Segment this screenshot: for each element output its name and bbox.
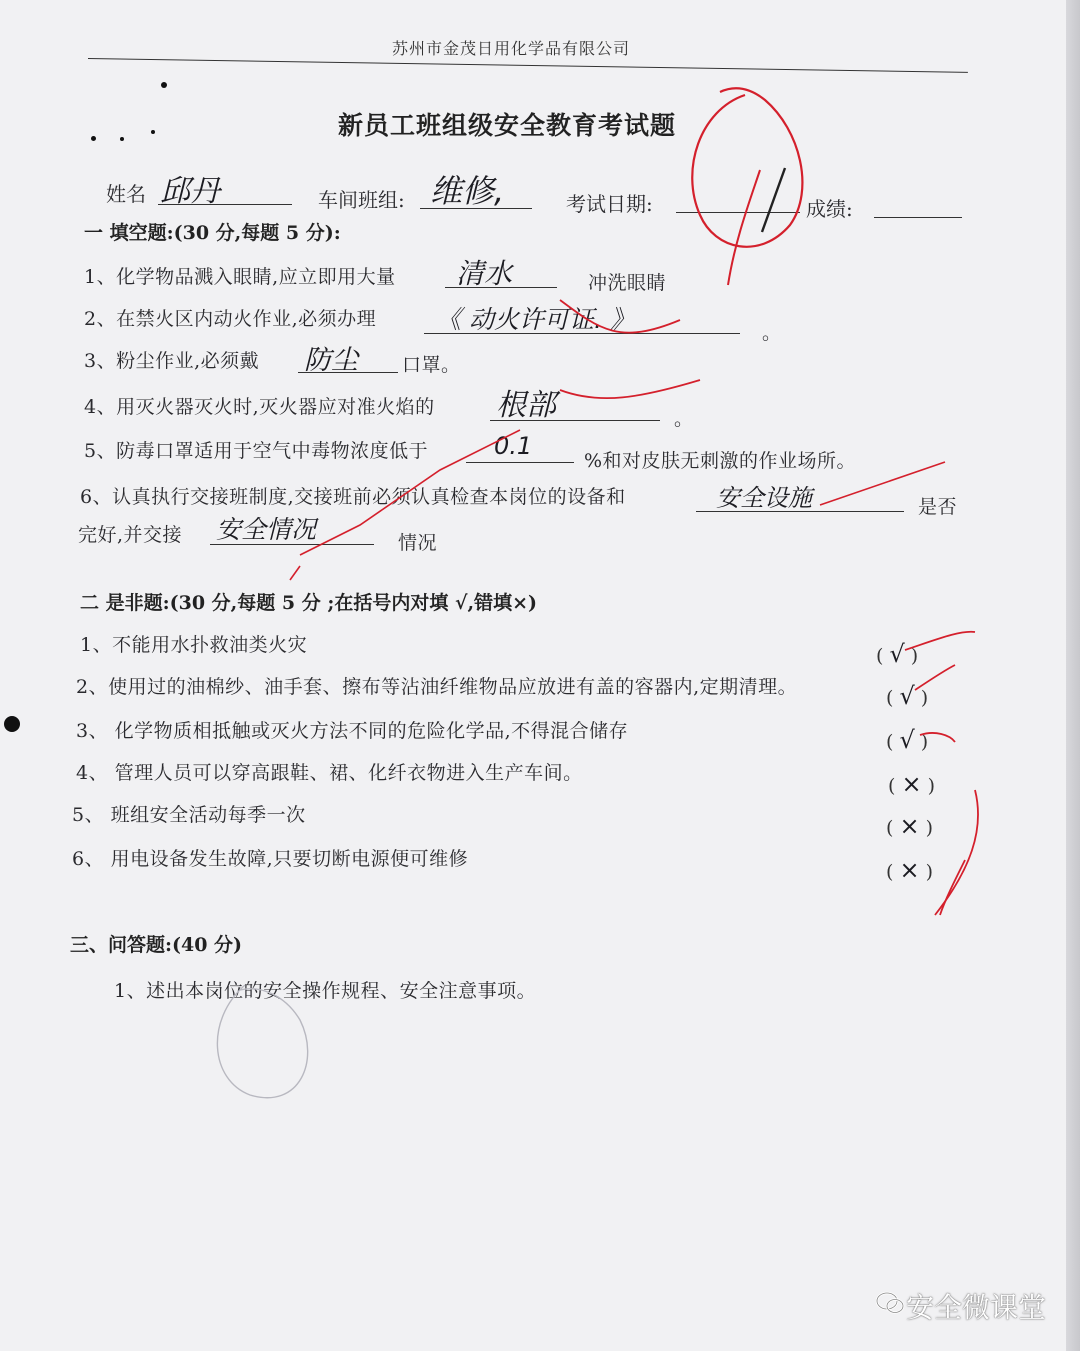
q6-text: 6、认真执行交接班制度,交接班前必须认真检查本岗位的设备和 [80,486,626,508]
tf-mark-4: × [901,770,922,798]
essay-question-1: 1、述出本岗位的安全操作规程、安全注意事项。 [114,980,537,1002]
workshop-label: 车间班组: [318,188,405,212]
tf-answer-6: ( × ) [886,856,934,884]
q2-underline [424,333,740,334]
q6-text2: 完好,并交接 [78,524,183,546]
tf-answer-5: ( × ) [886,812,934,840]
section3-title: 三、问答题:(40 分) [70,934,243,956]
score-underline [874,217,962,218]
tf-item-4: 4、 管理人员可以穿高跟鞋、裙、化纤衣物进入生产车间。 [76,762,583,784]
q5-tail: %和对皮肤无刺激的作业场所。 [584,450,857,472]
section2-title: 二 是非题:(30 分,每题 5 分 ;在括号内对填 √,错填×) [80,592,537,614]
q6-tail1: 是否 [918,496,958,518]
tf-answer-3: ( √ ) [886,726,929,754]
q1-tail: 冲洗眼睛 [588,272,667,294]
name-label: 姓名 [106,182,146,206]
score-slash [762,168,785,232]
tf-item-3: 3、 化学物质相抵触或灭火方法不同的危险化学品,不得混合储存 [76,720,629,742]
tf-answer-1: ( √ ) [876,640,919,668]
date-label: 考试日期: [566,192,653,216]
q1-underline [445,287,557,288]
punch-hole [4,716,20,732]
name-underline [158,204,292,205]
q3-underline [298,372,398,373]
tf-item-2: 2、使用过的油棉纱、油手套、擦布等沾油纤维物品应放进有盖的容器内,定期清理。 [76,676,798,698]
q6-underline2 [210,544,374,545]
tf-item-6: 6、 用电设备发生故障,只要切断电源便可维修 [72,848,469,870]
q5-underline [466,462,574,463]
q6-tail2: 情况 [398,532,438,554]
section1-title: 一 填空题:(30 分,每题 5 分): [84,222,341,244]
red-check-stroke [290,566,300,580]
q3-text: 3、粉尘作业,必须戴 [84,350,260,372]
q2-answer: 《 动火许可证. 》 [436,305,635,334]
q2-tail: 。 [762,322,782,344]
date-underline [676,212,800,213]
q4-text: 4、用灭火器灭火时,灭火器应对准火焰的 [84,396,435,418]
tf-mark-6: × [899,856,920,884]
q4-tail: 。 [674,408,694,430]
q1-text: 1、化学物品溅入眼睛,应立即用大量 [84,266,396,288]
scan-edge [1066,0,1080,1351]
workshop-underline [420,208,532,209]
q6-underline1 [696,511,904,512]
q3-answer: 防尘 [304,345,358,376]
q4-answer: 根部 [496,388,556,423]
q6-answer2: 安全情况 [216,515,317,544]
ink-dot [91,136,96,141]
tf-mark-1: √ [889,640,905,668]
tf-answer-4: ( × ) [888,770,936,798]
tf-mark-5: × [899,812,920,840]
red-check-stroke [940,860,965,915]
q4-underline [490,420,660,421]
score-label: 成绩: [806,197,853,221]
company-name: 苏州市金茂日用化学品有限公司 [392,39,631,58]
header-rule [88,58,968,73]
tf-item-1: 1、不能用水扑救油类火灾 [80,634,308,656]
score-zero-mark [692,88,802,246]
q6-answer1: 安全设施 [716,484,812,512]
red-check-stroke [935,790,978,915]
workshop-value: 维修, [430,172,505,210]
tf-item-5: 5、 班组安全活动每季一次 [72,804,306,826]
ink-dot [161,82,167,88]
q5-answer: 0.1 [494,432,533,460]
ink-dot [120,137,124,141]
name-value: 邱丹 [160,174,220,209]
q1-answer: 清水 [456,257,513,290]
q5-text: 5、防毒口罩适用于空气中毒物浓度低于 [84,440,429,462]
red-check-stroke [560,380,700,398]
tf-mark-3: √ [899,726,915,754]
page-title: 新员工班组级安全教育考试题 [338,111,677,140]
q2-text: 2、在禁火区内动火作业,必须办理 [84,308,377,330]
tf-answer-2: ( √ ) [886,682,929,710]
tf-mark-2: √ [899,682,915,710]
q3-tail: 口罩。 [402,354,461,376]
wechat-icon [875,1290,905,1316]
red-tail-stroke [728,170,760,285]
ink-dot [151,130,155,134]
watermark-text: 安全微课堂 [905,1291,1046,1324]
